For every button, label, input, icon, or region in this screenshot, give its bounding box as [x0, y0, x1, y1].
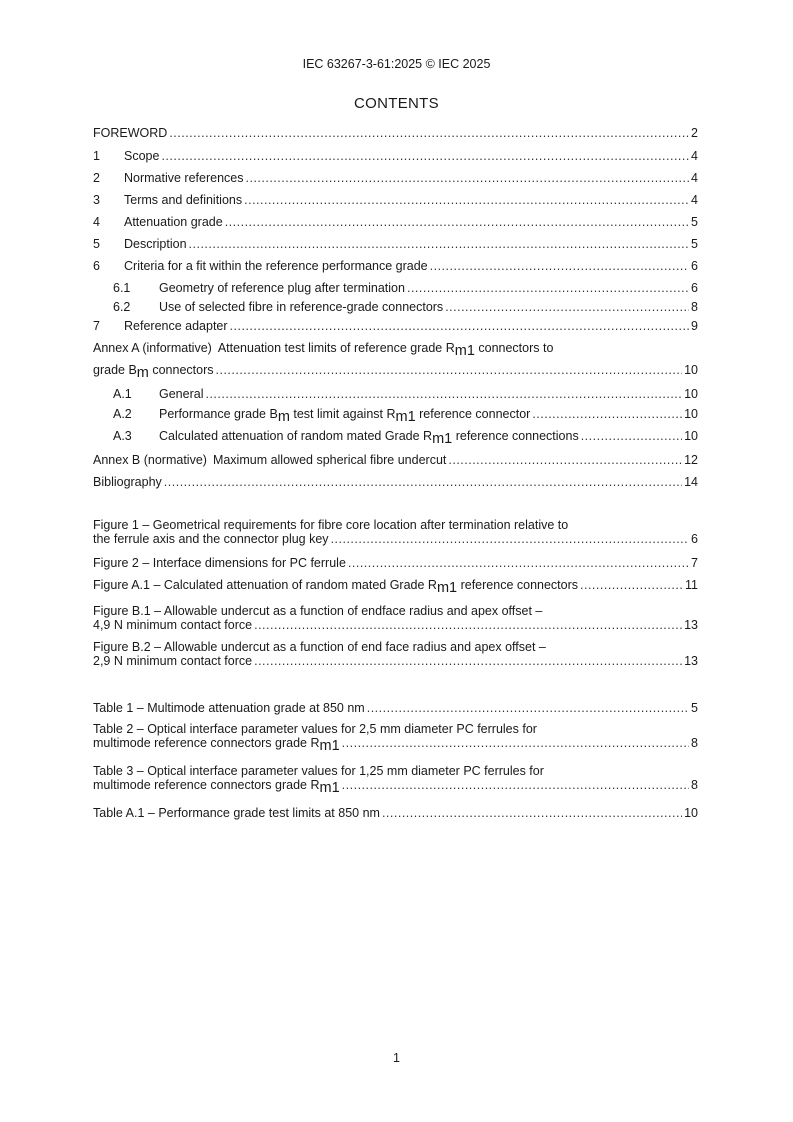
text-part: reference connectors: [457, 578, 579, 592]
toc-entry-text: Reference adapter: [124, 319, 228, 333]
toc-entry-text: Description: [124, 237, 187, 251]
toc-entry-bibliography[interactable]: [93, 475, 698, 489]
dot-leader: [407, 281, 689, 295]
toc-page-number: 4: [691, 149, 698, 163]
subscript: m1: [432, 431, 453, 447]
list-of-tables-entry-a1[interactable]: [93, 806, 698, 820]
toc-page-number: 8: [691, 778, 698, 792]
text-part: test limit against R: [289, 407, 396, 421]
table-caption-line: Table 3 – Optical interface parameter values for 1,25 mm diameter PC ferrules for: [93, 764, 544, 778]
toc-page-number: 13: [684, 654, 698, 668]
dot-leader: [342, 778, 689, 792]
document-header: IEC 63267-3-61:2025 © IEC 2025: [302, 57, 491, 71]
list-of-figures-entry-b2[interactable]: [93, 640, 698, 668]
text-part: Figure A.1 – Calculated attenuation of random mated Grade R: [93, 578, 437, 592]
dot-leader: [580, 578, 683, 592]
figure-caption-line: the ferrule axis and the connector plug key: [93, 532, 329, 546]
dot-leader: [254, 618, 682, 632]
table-caption-line: [93, 778, 340, 796]
toc-entry-text: [159, 429, 579, 447]
toc-entry-number: 6.2: [113, 300, 131, 314]
text-part: reference connections: [452, 429, 579, 443]
annex-title-part: connectors to: [474, 341, 554, 355]
toc-entry-normative-references[interactable]: [93, 171, 698, 185]
list-of-figures-entry-1[interactable]: [93, 518, 698, 546]
toc-entry-text: Bibliography: [93, 475, 162, 489]
toc-entry-foreword[interactable]: [93, 126, 698, 140]
toc-page-number: 8: [691, 736, 698, 750]
contents-title: CONTENTS: [354, 95, 439, 112]
toc-page-number: 9: [691, 319, 698, 333]
subscript: m: [136, 365, 149, 381]
toc-entry-text: General: [159, 387, 204, 401]
toc-entry-geometry[interactable]: [93, 281, 698, 295]
toc-entry-number: A.1: [113, 387, 132, 401]
table-caption-line: Table A.1 – Performance grade test limits at 850 nm: [93, 806, 380, 820]
list-of-figures-entry-a1[interactable]: [93, 578, 698, 596]
subscript: m1: [454, 343, 475, 359]
toc-entry-number: 2: [93, 171, 100, 185]
toc-page-number: 2: [691, 126, 698, 140]
dot-leader: [581, 429, 682, 443]
toc-page-number: 5: [691, 237, 698, 251]
toc-page-number: 13: [684, 618, 698, 632]
toc-entry-scope[interactable]: [93, 149, 698, 163]
toc-entry-number: A.3: [113, 429, 132, 443]
toc-entry-number: 3: [93, 193, 100, 207]
toc-entry-text: Maximum allowed spherical fibre undercut: [212, 453, 447, 467]
dot-leader: [348, 556, 689, 570]
subscript: m1: [319, 738, 340, 754]
dot-leader: [367, 701, 689, 715]
table-caption-line: [93, 736, 340, 754]
toc-page-number: 5: [691, 701, 698, 715]
toc-page-number: 4: [691, 193, 698, 207]
dot-leader: [225, 215, 689, 229]
toc-entry-a2-test-limit[interactable]: [93, 407, 698, 425]
toc-entry-annex-a[interactable]: [93, 341, 698, 381]
subscript: m: [277, 409, 290, 425]
toc-entry-number: A.2: [113, 407, 132, 421]
list-of-figures-entry-b1[interactable]: [93, 604, 698, 632]
dot-leader: [382, 806, 682, 820]
text-part: Calculated attenuation of random mated Grade R: [159, 429, 433, 443]
toc-entry-terms-and-definitions[interactable]: [93, 193, 698, 207]
toc-entry-text: Use of selected fibre in reference-grade connectors: [159, 300, 444, 314]
toc-entry-number: 5: [93, 237, 100, 251]
toc-page-number: 10: [684, 387, 698, 401]
toc-page-number: 4: [691, 171, 698, 185]
toc-entry-text: Scope: [124, 149, 160, 163]
annex-title-part: grade B: [93, 363, 137, 377]
figure-caption-line: 2,9 N minimum contact force: [93, 654, 253, 668]
toc-entry-text: Geometry of reference plug after termination: [159, 281, 405, 295]
toc-page-number: 12: [684, 453, 698, 467]
annex-label: Annex B (normative): [93, 453, 207, 467]
annex-label: Annex A (informative): [93, 341, 212, 355]
dot-leader: [331, 532, 689, 546]
subscript: m1: [436, 580, 458, 596]
figure-caption-line: Figure B.1 – Allowable undercut as a function of endface radius and apex offset –: [93, 604, 543, 618]
figure-caption-line: Figure B.2 – Allowable undercut as a function of end face radius and apex offset –: [93, 640, 546, 654]
dot-leader: [246, 171, 690, 185]
dot-leader: [164, 475, 682, 489]
toc-page-number: 6: [691, 532, 698, 546]
figure-caption-line: Figure 2 – Interface dimensions for PC ferrule: [93, 556, 346, 570]
toc-page-number: 7: [691, 556, 698, 570]
toc-page-number: 11: [685, 578, 698, 592]
toc-page-number: 8: [691, 300, 698, 314]
dot-leader: [254, 654, 682, 668]
toc-entry-criteria[interactable]: [93, 259, 698, 273]
dot-leader: [161, 149, 689, 163]
list-of-tables-entry-1[interactable]: [93, 701, 698, 715]
toc-page-number: 10: [684, 363, 698, 377]
toc-entry-text: Criteria for a fit within the reference performance grade: [124, 259, 428, 273]
text-part: reference connector: [415, 407, 531, 421]
toc-entry-number: 6.1: [113, 281, 131, 295]
toc-entry-text: Attenuation grade: [124, 215, 223, 229]
list-of-tables-entry-3[interactable]: [93, 764, 698, 796]
dot-leader: [216, 363, 683, 377]
dot-leader: [448, 453, 682, 467]
dot-leader: [205, 387, 682, 401]
dot-leader: [342, 736, 689, 750]
toc-entry-annex-b[interactable]: [93, 453, 698, 467]
toc-entry-a1-general[interactable]: [93, 387, 698, 401]
dot-leader: [430, 259, 689, 273]
dot-leader: [230, 319, 690, 333]
toc-entry-selected-fibre[interactable]: [93, 300, 698, 314]
dot-leader: [244, 193, 689, 207]
toc-entry-number: 4: [93, 215, 100, 229]
toc-entry-a3-calculated-attenuation[interactable]: [93, 429, 698, 447]
toc-entry-attenuation-grade[interactable]: [93, 215, 698, 229]
dot-leader: [532, 407, 682, 421]
toc-entry-number: 7: [93, 319, 100, 333]
dot-leader: [445, 300, 689, 314]
toc-entry-text: FOREWORD: [93, 126, 168, 140]
figure-caption-line: [93, 578, 579, 596]
text-part: multimode reference connectors grade R: [93, 736, 320, 750]
figure-caption-line: Figure 1 – Geometrical requirements for fibre core location after termination relative to: [93, 518, 569, 532]
page-number-footer: 1: [393, 1051, 400, 1065]
toc-page-number: 10: [684, 806, 698, 820]
annex-title-part: connectors: [148, 363, 214, 377]
toc-entry-text: [159, 407, 531, 425]
toc-page-number: 14: [684, 475, 698, 489]
toc-page-number: 6: [691, 281, 698, 295]
subscript: m1: [319, 780, 340, 796]
toc-entry-text: Normative references: [124, 171, 244, 185]
toc-entry-text: Terms and definitions: [124, 193, 243, 207]
toc-entry-number: 1: [93, 149, 100, 163]
toc-page-number: 10: [684, 429, 698, 443]
list-of-figures-entry-2[interactable]: [93, 556, 698, 570]
figure-caption-line: 4,9 N minimum contact force: [93, 618, 253, 632]
text-part: multimode reference connectors grade R: [93, 778, 320, 792]
annex-title-part: [93, 363, 214, 381]
toc-page-number: 6: [691, 259, 698, 273]
toc-page-number: 10: [684, 407, 698, 421]
annex-title-part: Attenuation test limits of reference grade R: [217, 341, 455, 355]
toc-entry-number: 6: [93, 259, 100, 273]
toc-entry-reference-adapter[interactable]: [93, 319, 698, 333]
toc-page-number: 5: [691, 215, 698, 229]
table-caption-line: Table 2 – Optical interface parameter values for 2,5 mm diameter PC ferrules for: [93, 722, 537, 736]
toc-entry-description[interactable]: [93, 237, 698, 251]
table-caption-line: Table 1 – Multimode attenuation grade at 850 nm: [93, 701, 365, 715]
text-part: Performance grade B: [159, 407, 278, 421]
dot-leader: [189, 237, 690, 251]
list-of-tables-entry-2[interactable]: [93, 722, 698, 754]
subscript: m1: [395, 409, 416, 425]
dot-leader: [169, 126, 689, 140]
